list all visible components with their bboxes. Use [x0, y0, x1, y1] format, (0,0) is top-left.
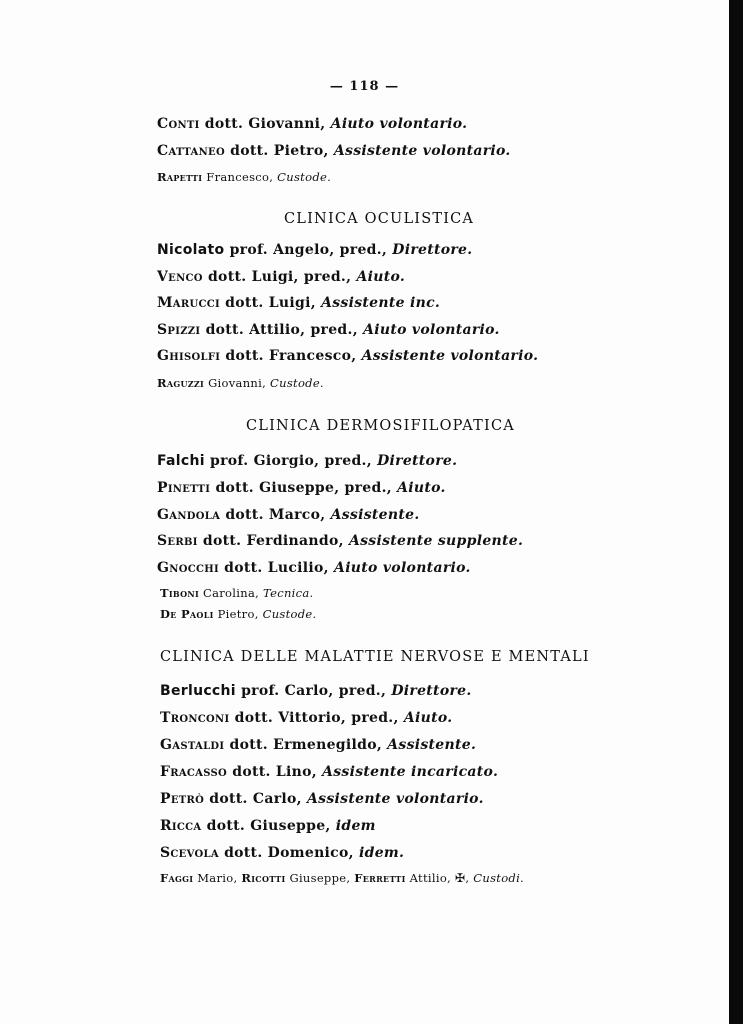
entry-line	[157, 242, 472, 258]
entry-details: prof. Giorgio, pred.,	[204, 453, 378, 469]
surname: Gandola	[157, 507, 221, 523]
entry-role: Assistente inc.	[321, 295, 441, 311]
entry-role: Direttore.	[377, 453, 458, 469]
entry-role: Direttore.	[392, 242, 473, 258]
surname: Rapetti	[157, 170, 203, 184]
entry-role: Aiuto.	[356, 269, 406, 285]
entry-details: dott. Marco,	[220, 507, 331, 523]
entry-line	[157, 348, 538, 364]
surname: Ferretti	[354, 871, 406, 885]
surname: Pinetti	[157, 480, 211, 496]
entry-line	[157, 170, 331, 184]
surname: Falchi	[157, 453, 205, 469]
surname: Ricotti	[241, 871, 286, 885]
entry-line	[160, 764, 498, 780]
surname: Berlucchi	[160, 683, 236, 699]
cross-symbol-icon: ✠	[454, 871, 466, 885]
entry-details: Attilio,	[405, 871, 455, 885]
entry-role: Assistente.	[387, 737, 477, 753]
entry-line	[160, 845, 404, 861]
surname: Gastaldi	[160, 737, 225, 753]
entry-details: Pietro,	[213, 607, 263, 621]
section-heading: CLINICA OCULISTICA	[284, 211, 475, 227]
surname: De Paoli	[160, 607, 214, 621]
entry-line	[157, 376, 324, 390]
entry-line	[160, 683, 472, 699]
entry-line	[157, 116, 467, 132]
entry-role: Assistente volontario.	[361, 348, 539, 364]
entry-role: Assistente volontario.	[307, 791, 484, 807]
entry-role: Assistente.	[330, 507, 420, 523]
entry-details: dott. Luigi,	[219, 295, 322, 311]
entry-details: Carolina,	[199, 586, 264, 600]
entry-role: Aiuto volontario.	[363, 322, 500, 338]
entry-details: dott. Attilio, pred.,	[200, 322, 364, 338]
entry-details: dott. Giuseppe,	[201, 818, 336, 834]
entry-details: dott. Ferdinando,	[197, 533, 349, 549]
surname: Raguzzi	[157, 376, 205, 390]
entry-details: dott. Domenico,	[218, 845, 359, 861]
page-number: — 118 —	[329, 79, 400, 94]
entry-details: dott. Carlo,	[204, 791, 308, 807]
entry-role: Custode.	[262, 607, 317, 621]
surname: Cattaneo	[157, 143, 225, 159]
surname: Gnocchi	[157, 560, 219, 576]
surname: Tronconi	[160, 710, 230, 726]
entry-details: Giuseppe,	[285, 871, 355, 885]
entry-line	[157, 480, 446, 496]
entry-details: dott. Francesco,	[220, 348, 362, 364]
entry-details: dott. Vittorio, pred.,	[229, 710, 404, 726]
custodi-line	[160, 871, 524, 885]
entry-role: Aiuto.	[403, 710, 453, 726]
entry-details: ,	[465, 871, 474, 885]
surname: Serbi	[157, 533, 198, 549]
entry-line	[157, 453, 457, 469]
surname: Nicolato	[157, 242, 225, 258]
entry-details: dott. Giovanni,	[199, 116, 331, 132]
entry-line	[157, 269, 405, 285]
entry-line	[157, 143, 511, 159]
surname: Faggi	[160, 871, 194, 885]
entry-line	[157, 533, 523, 549]
entry-details: dott. Ermenegildo,	[224, 737, 388, 753]
entry-details: dott. Pietro,	[224, 143, 334, 159]
surname: Spizzi	[157, 322, 201, 338]
entry-line	[157, 507, 420, 523]
entry-role: Tecnica.	[263, 586, 314, 600]
entry-details: dott. Lucilio,	[218, 560, 335, 576]
entry-details: dott. Lino,	[227, 764, 323, 780]
entry-line	[160, 607, 316, 621]
surname: Scevola	[160, 845, 219, 861]
entry-role: idem.	[358, 845, 405, 861]
section-heading: CLINICA DELLE MALATTIE NERVOSE E MENTALI	[160, 649, 590, 665]
entry-role: idem	[335, 818, 376, 834]
entry-details: Giovanni,	[204, 376, 271, 390]
surname: Venco	[157, 269, 203, 285]
entry-line	[157, 322, 500, 338]
entry-line	[157, 295, 440, 311]
surname: Petrò	[160, 791, 205, 807]
entry-role: Custodi.	[473, 871, 525, 885]
entry-line	[160, 586, 313, 600]
entry-role: Custode.	[270, 376, 324, 390]
surname: Ricca	[160, 818, 202, 834]
page-edge-shadow	[729, 0, 743, 1024]
surname: Marucci	[157, 295, 220, 311]
entry-details: dott. Luigi, pred.,	[202, 269, 357, 285]
entry-role: Assistente incaricato.	[322, 764, 499, 780]
entry-line	[160, 710, 452, 726]
entry-details: Francesco,	[202, 170, 278, 184]
entry-line	[157, 560, 471, 576]
entry-details: dott. Giuseppe, pred.,	[210, 480, 398, 496]
entry-line	[160, 818, 376, 834]
entry-role: Custode.	[277, 170, 332, 184]
surname: Ghisolfi	[157, 348, 221, 364]
entry-role: Aiuto volontario.	[334, 560, 471, 576]
section-heading: CLINICA DERMOSIFILOPATICA	[246, 418, 515, 434]
entry-line	[160, 791, 484, 807]
entry-role: Direttore.	[391, 683, 472, 699]
entry-role: Assistente supplente.	[348, 533, 524, 549]
surname: Tiboni	[160, 586, 200, 600]
entry-details: prof. Carlo, pred.,	[235, 683, 392, 699]
surname: Fracasso	[160, 764, 228, 780]
entry-role: Aiuto volontario.	[330, 116, 468, 132]
entry-details: Mario,	[193, 871, 242, 885]
entry-role: Aiuto.	[397, 480, 446, 496]
entry-details: prof. Angelo, pred.,	[224, 242, 393, 258]
entry-role: Assistente volontario.	[333, 143, 511, 159]
entry-line	[160, 737, 476, 753]
surname: Conti	[157, 116, 200, 132]
